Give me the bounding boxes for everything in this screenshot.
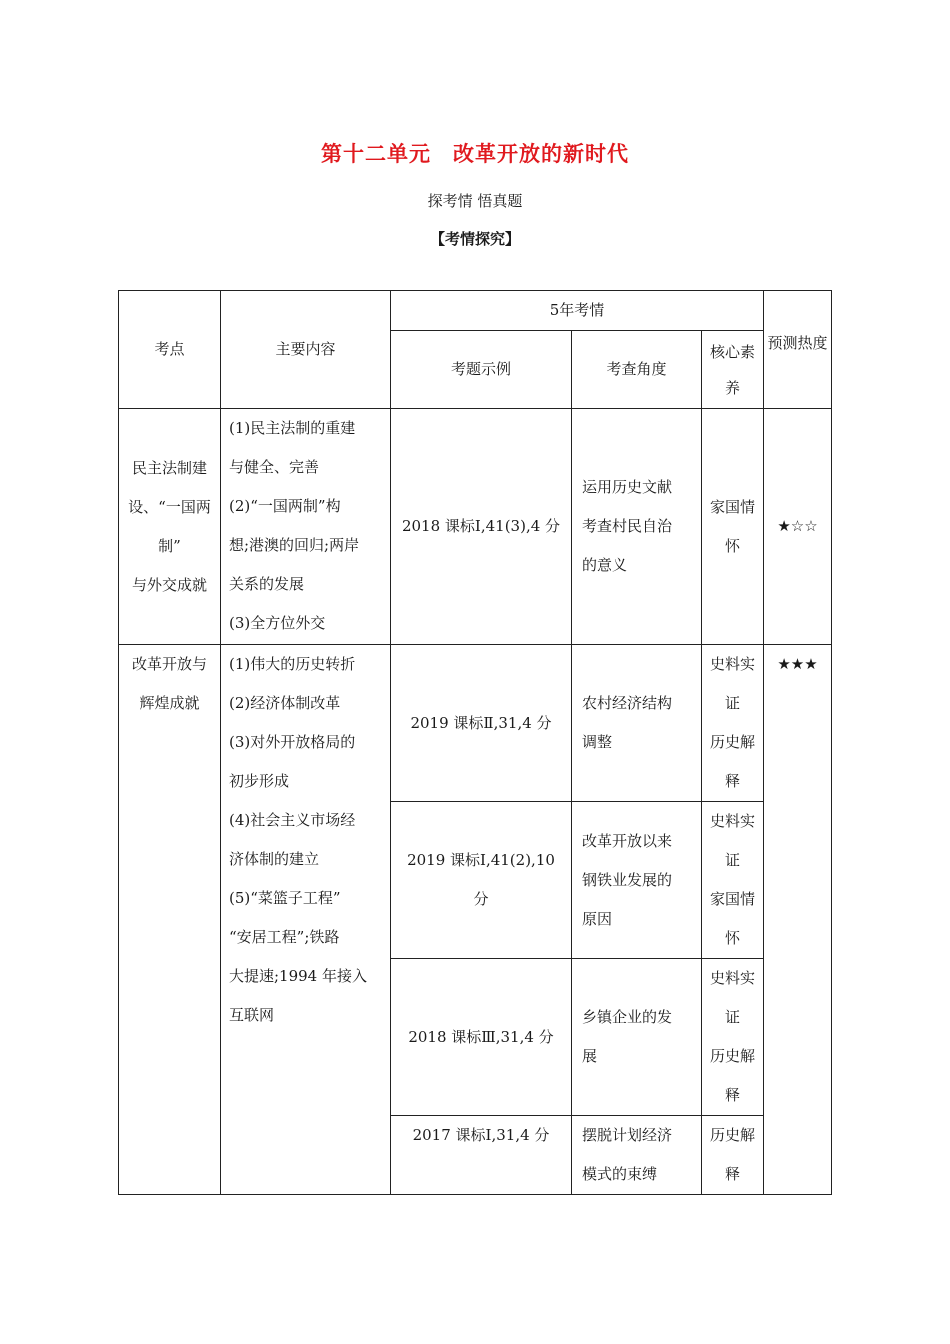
content-line: 互联网 [229, 1006, 275, 1024]
exam-literacy [702, 802, 764, 959]
topic-line: 设、“一国两 [128, 497, 211, 516]
angle-line: 考查村民自治 [582, 517, 673, 535]
content-line: 关系的发展 [229, 575, 305, 593]
exam-example: 2018 课标Ⅲ,31,4 分 [391, 959, 572, 1116]
exam-angle [572, 959, 702, 1116]
angle-line: 摆脱计划经济 [582, 1126, 673, 1144]
header-literacy: 核心素养 [702, 331, 764, 409]
exam-literacy [702, 409, 764, 645]
literacy-line: 史料实 [709, 655, 755, 673]
content-line: (2)经济体制改革 [229, 694, 341, 712]
content-line: 大提速;1994 年接入 [229, 967, 367, 985]
literacy-line: 证 [724, 694, 740, 712]
content-line: (3)全方位外交 [229, 614, 326, 632]
content-cell [221, 645, 391, 1195]
angle-line: 改革开放以来 [582, 831, 673, 850]
literacy-line: 释 [724, 772, 740, 790]
content-line: 济体制的建立 [229, 850, 320, 868]
example-line: 2019 课标Ⅰ,41(2),10 [407, 851, 555, 869]
header-example: 考题示例 [391, 331, 572, 409]
heat-stars: ★★★ [764, 645, 832, 1195]
exam-example: 2019 课标Ⅱ,31,4 分 [391, 645, 572, 802]
angle-line: 原因 [582, 909, 613, 928]
header-content: 主要内容 [221, 291, 391, 409]
content-line: “安居工程”;铁路 [229, 928, 340, 946]
content-line: 想;港澳的回归;两岸 [229, 536, 360, 554]
exam-angle [572, 409, 702, 645]
content-line: (3)对外开放格局的 [229, 733, 356, 751]
topic-line: 与外交成就 [131, 575, 207, 594]
content-line: (2)“一国两制”构 [229, 497, 341, 515]
angle-line: 展 [582, 1047, 598, 1065]
angle-line: 农村经济结构 [582, 694, 673, 712]
header-angle: 考查角度 [572, 331, 702, 409]
angle-line: 钢铁业发展的 [582, 870, 673, 889]
topic-cell [119, 645, 221, 1195]
literacy-line: 怀 [724, 536, 740, 555]
topic-cell [119, 409, 221, 645]
content-line: 与健全、完善 [229, 458, 320, 476]
exam-angle [572, 1116, 702, 1195]
exam-example: 2018 课标Ⅰ,41(3),4 分 [391, 409, 572, 645]
content-line: (4)社会主义市场经 [229, 811, 356, 829]
content-line: (1)伟大的历史转折 [229, 655, 356, 673]
topic-line: 民主法制建 [131, 458, 207, 477]
exam-literacy [702, 959, 764, 1116]
content-line: 初步形成 [229, 772, 290, 790]
literacy-line: 史料实 [709, 812, 755, 830]
content-cell [221, 409, 391, 645]
exam-angle [572, 802, 702, 959]
literacy-line: 历史解 [709, 1047, 755, 1065]
topic-line: 制” [158, 536, 181, 555]
content-line: (1)民主法制的重建 [229, 419, 356, 437]
content-line: (5)“菜篮子工程” [229, 889, 341, 907]
literacy-line: 家国情 [709, 890, 755, 908]
exam-literacy [702, 1116, 764, 1195]
header-heat: 预测热度 [764, 291, 832, 409]
exam-example: 2017 课标Ⅰ,31,4 分 [391, 1116, 572, 1195]
header-topic: 考点 [119, 291, 221, 409]
topic-line: 改革开放与 [131, 655, 207, 673]
example-line: 分 [473, 890, 489, 908]
angle-line: 的意义 [582, 556, 628, 574]
literacy-line: 史料实 [709, 969, 755, 987]
angle-line: 模式的束缚 [582, 1165, 658, 1183]
heat-stars: ★☆☆ [764, 409, 832, 645]
literacy-line: 家国情 [709, 497, 755, 516]
exam-analysis-table [118, 290, 832, 1195]
page-title: 第十二单元 改革开放的新时代 [321, 141, 629, 166]
exam-literacy [702, 645, 764, 802]
angle-line: 调整 [582, 733, 613, 751]
literacy-line: 历史解 [709, 1126, 755, 1144]
angle-line: 运用历史文献 [582, 478, 673, 496]
exam-example [391, 802, 572, 959]
angle-line: 乡镇企业的发 [582, 1008, 673, 1026]
header-five-year: 5年考情 [391, 291, 764, 331]
literacy-line: 释 [724, 1165, 740, 1183]
exam-angle [572, 645, 702, 802]
literacy-line: 历史解 [709, 733, 755, 751]
topic-line: 辉煌成就 [139, 694, 200, 712]
literacy-line: 释 [724, 1086, 740, 1104]
literacy-line: 怀 [724, 929, 740, 947]
section-heading: 【考情探究】 [429, 230, 520, 248]
literacy-line: 证 [724, 1008, 740, 1026]
page-subtitle: 探考情 悟真题 [427, 192, 523, 210]
literacy-line: 证 [724, 851, 740, 869]
